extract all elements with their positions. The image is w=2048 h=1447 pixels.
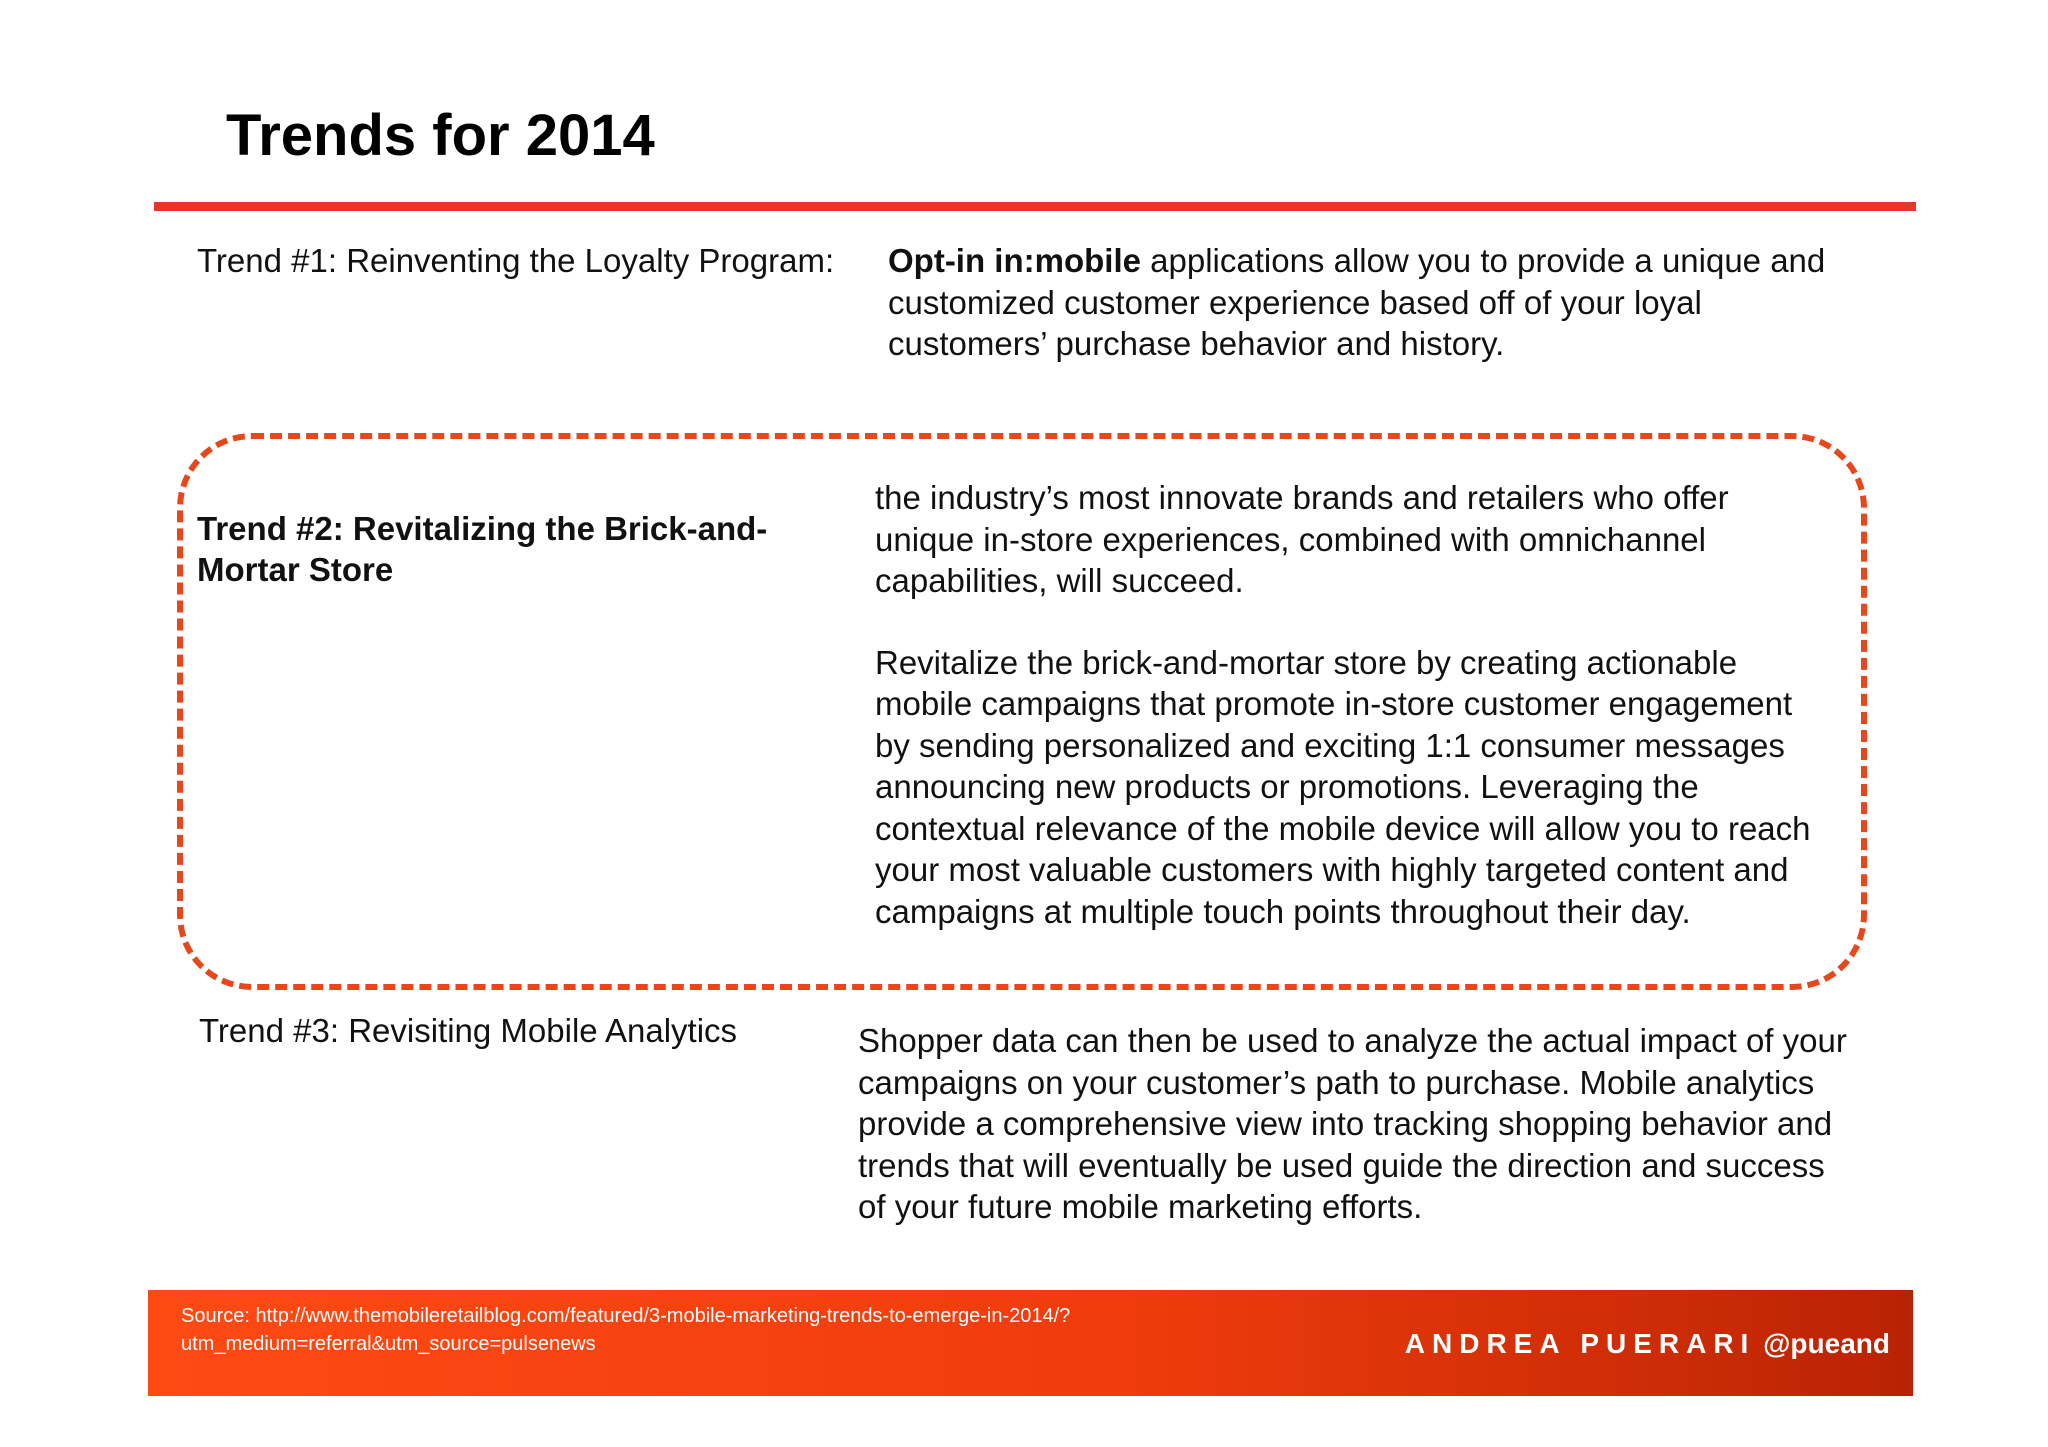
trend-2-paragraph-1: the industry’s most innovate brands and retailers who offer unique in-store experiences, combined with omnichannel capabilities, will succeed. [875, 479, 1729, 599]
trend-2-paragraph-2: Revitalize the brick-and-mortar store by creating actionable mobile campaigns that promote in-store customer engagement by sending personalized and exciting 1:1 consumer messages announcing new products or promotions. Leveraging the contextual relevance of the mobile device will allow you to reach your most valuable customers with highly targeted content and campaigns at multiple touch points throughout their day. [875, 643, 1811, 930]
trend-2-description [875, 477, 1835, 932]
title-divider [154, 202, 1916, 211]
trend-1-text: applications allow you to provide a unique and customized customer experience based off of your loyal customers’ purchase behavior and history. [888, 242, 1826, 362]
trend-1-description [888, 240, 1828, 365]
footer-author [1405, 1328, 1890, 1360]
trend-3-description: Shopper data can then be used to analyze the actual impact of your campaigns on your customer’s path to purchase. Mobile analytics provide a comprehensive view into tracking shopping behavior and trends that will eventually be used guide the direction and success of your future mobile marketing efforts. [858, 1022, 1847, 1225]
author-handle: @pueand [1763, 1328, 1890, 1359]
trend-3-label: Trend #3: Revisiting Mobile Analytics [199, 1012, 738, 1049]
slide-title: Trends for 2014 [226, 103, 655, 168]
trend-1-bold-lead: Opt-in in:mobile [888, 242, 1141, 279]
trend-2-label: Trend #2: Revitalizing the Brick-and-Mortar Store [197, 510, 768, 588]
author-name: ANDREA PUERARI [1404, 1328, 1756, 1359]
footer-source-citation: Source: http://www.themobileretailblog.com/featured/3-mobile-marketing-trends-to-emerge-in-2014/?utm_medium=referral&utm_source=pulsenews [181, 1305, 1071, 1355]
footer-bar [148, 1290, 1913, 1396]
trend-1-label: Trend #1: Reinventing the Loyalty Program: [197, 242, 835, 279]
